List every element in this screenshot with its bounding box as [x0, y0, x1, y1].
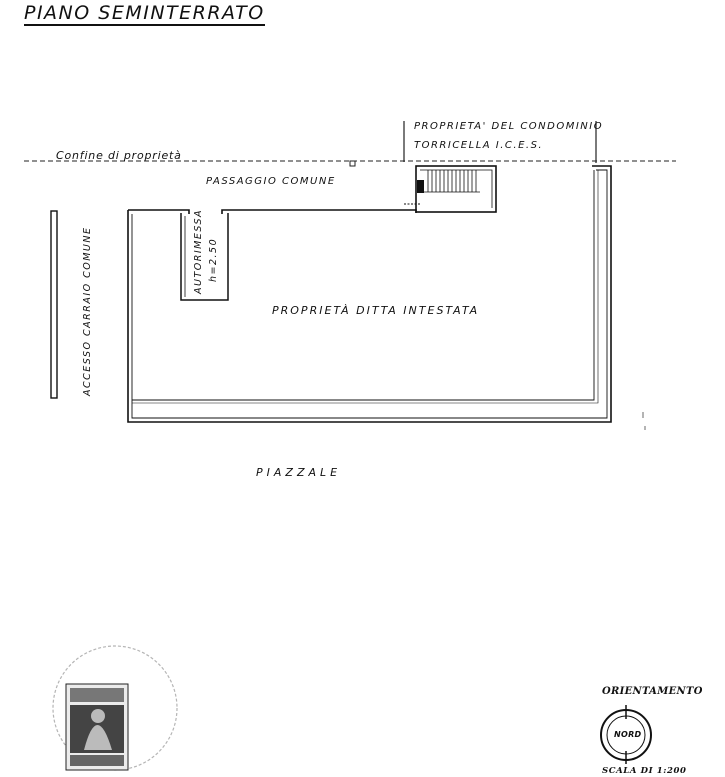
yard-label: PIAZZALE	[256, 466, 342, 479]
main-building-outer-wall-2	[128, 166, 611, 422]
neighbor-property-label: PROPRIETA' DEL CONDOMINIO	[414, 121, 604, 132]
garage-walls	[181, 213, 228, 300]
north-label: NORD	[614, 730, 642, 739]
boundary-marker	[350, 161, 355, 166]
garage-height-label: h=2.50	[208, 237, 219, 282]
orientation-label: ORIENTAMENTO	[602, 686, 703, 697]
scale-label: SCALA DI 1:200	[602, 766, 687, 776]
neighbor-property-owner: TORRICELLA I.C.E.S.	[414, 140, 544, 151]
common-access-strip	[51, 211, 57, 398]
stair-steps	[424, 170, 480, 192]
passage-label: PASSAGGIO COMUNE	[206, 176, 336, 187]
main-area-label: PROPRIETÀ DITTA INTESTATA	[272, 304, 480, 317]
main-building-outer-wall	[128, 210, 416, 214]
stair-newel	[417, 180, 424, 193]
garage-label: AUTORIMESSA	[193, 208, 204, 294]
main-building-inner-wall	[132, 170, 607, 418]
drawing-title: PIANO SEMINTERRATO	[24, 2, 265, 24]
access-label: ACCESSO CARRAIO COMUNE	[82, 226, 93, 396]
boundary-label: Confine di proprietà	[56, 149, 182, 162]
official-stamp-icon	[53, 646, 177, 770]
